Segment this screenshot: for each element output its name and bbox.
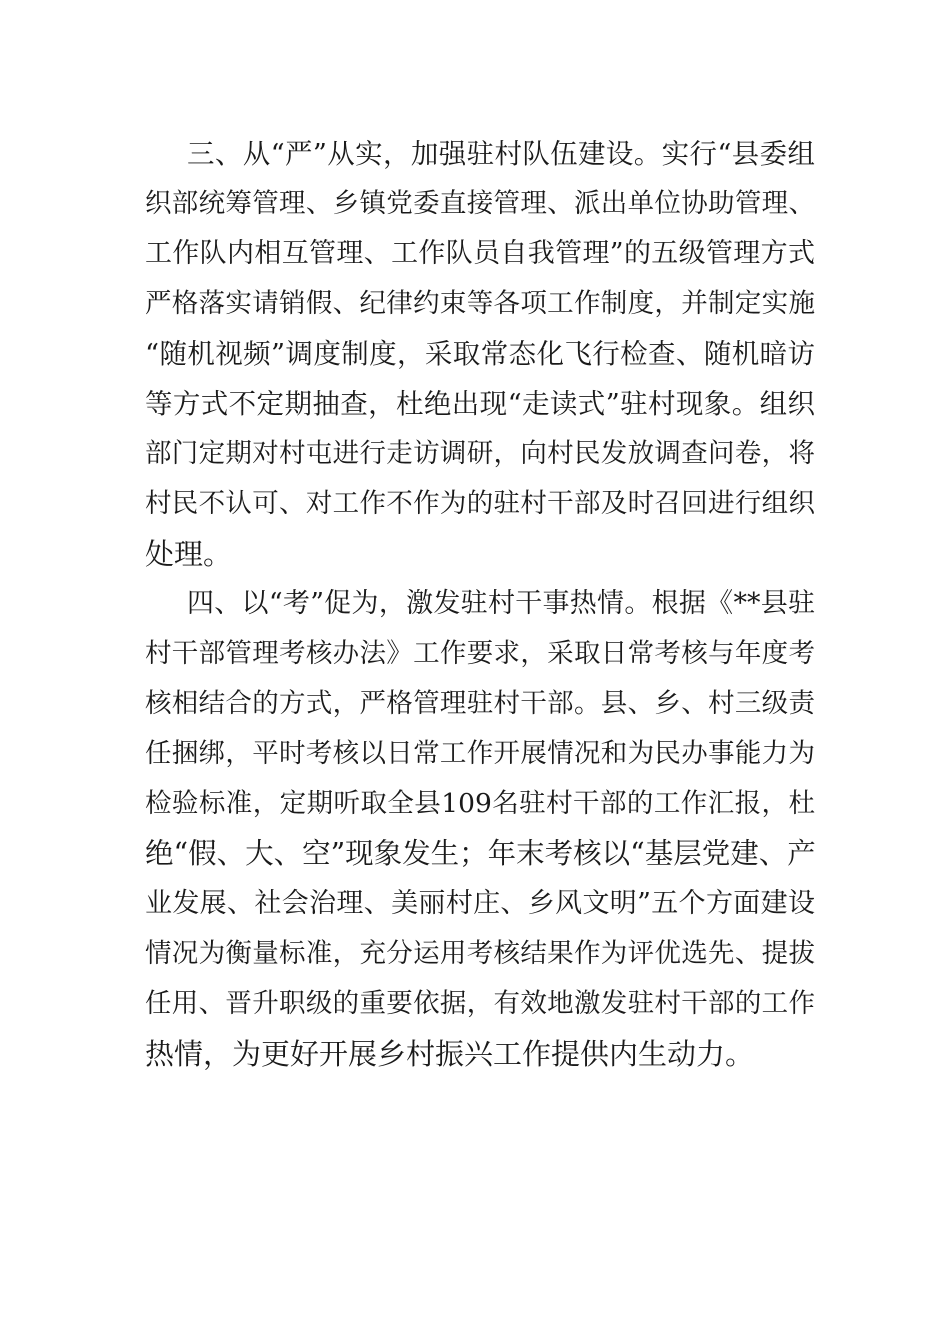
paragraph-1-line-8: 村民不认可、对工作不作为的驻村干部及时召回进行组织 bbox=[145, 488, 815, 519]
paragraph-2-line-10: 热情，为更好开展乡村振兴工作提供内生动力。 bbox=[145, 1037, 755, 1071]
paragraph-2-line-4: 任捆绑，平时考核以日常工作开展情况和为民办事能力为 bbox=[145, 738, 815, 769]
paragraph-2-line-6: 绝“假、大、空”现象发生；年末考核以“基层党建、产 bbox=[145, 837, 816, 870]
paragraph-2-line-7: 业发展、社会治理、美丽村庄、乡风文明”五个方面建设 bbox=[145, 888, 815, 919]
paragraph-2-line-8: 情况为衡量标准，充分运用考核结果作为评优选先、提拔 bbox=[145, 938, 815, 969]
paragraph-2-line-9: 任用、晋升职级的重要依据，有效地激发驻村干部的工作 bbox=[145, 988, 815, 1019]
paragraph-1-line-9: 处理。 bbox=[145, 537, 233, 571]
paragraph-2-line-3: 核相结合的方式，严格管理驻村干部。县、乡、村三级责 bbox=[145, 688, 815, 719]
paragraph-1-line-7: 部门定期对村屯进行走访调研，向村民发放调查问卷，将 bbox=[145, 438, 815, 469]
paragraph-2-line-5: 检验标准，定期听取全县109名驻村干部的工作汇报，杜 bbox=[145, 788, 815, 819]
paragraph-1-line-6: 等方式不定期抽查，杜绝出现“走读式”驻村现象。组织 bbox=[145, 388, 815, 420]
paragraph-1-line-1: 三、从“严”从实，加强驻村队伍建设。实行“县委组 bbox=[187, 138, 815, 170]
paragraph-1-line-5: “随机视频”调度制度，采取常态化飞行检查、随机暗访 bbox=[145, 338, 815, 370]
paragraph-2-line-1: 四、以“考”促为，激发驻村干事热情。根据《**县驻 bbox=[187, 588, 815, 619]
paragraph-1-line-4: 严格落实请销假、纪律约束等各项工作制度，并制定实施 bbox=[145, 288, 815, 319]
paragraph-2-line-2: 村干部管理考核办法》工作要求，采取日常考核与年度考 bbox=[145, 638, 815, 669]
paragraph-1-line-3: 工作队内相互管理、工作队员自我管理”的五级管理方式 bbox=[145, 238, 815, 269]
paragraph-1-line-2: 织部统筹管理、乡镇党委直接管理、派出单位协助管理、 bbox=[145, 188, 815, 219]
